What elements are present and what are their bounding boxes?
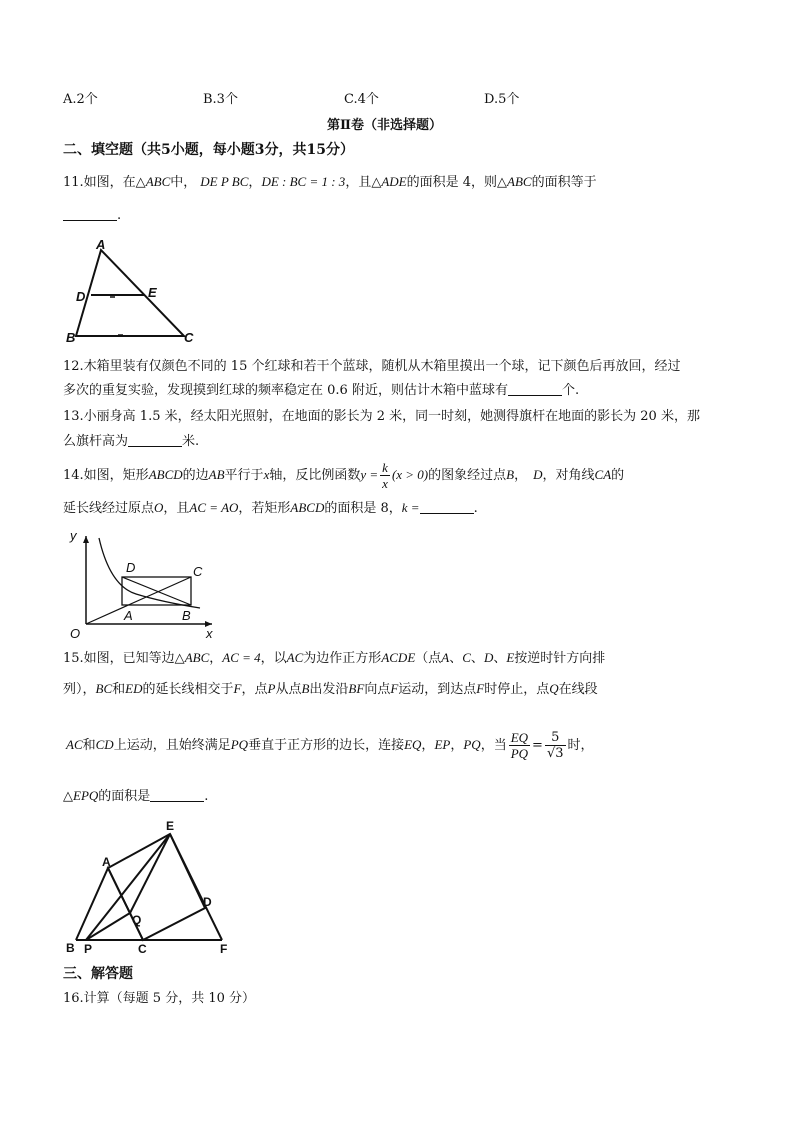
answer-blank — [420, 499, 474, 514]
hyperbola-curve — [99, 538, 200, 608]
section2-heading: 二、填空题（共5小题，每小题3分，共15分） — [63, 142, 354, 158]
line-ef — [170, 834, 222, 940]
q12-line2: 多次的重复实验，发现摸到红球的频率稳定在 0.6 附近，则估计木箱中蓝球有 个. — [63, 383, 580, 398]
triangle-abc — [76, 250, 184, 336]
label-y: y — [70, 528, 77, 543]
fraction-eq-over-pq: $\frac{EQ}{PQ}$ — [510, 730, 529, 761]
q11-line1: 11.如图，在△ABC中， DE P BC，DE : BC = 1 : 3，且△ADE的面积是 4，则△ABC的面积等于 — [63, 174, 597, 190]
q15-line4: △EPQ的面积是 . — [63, 788, 209, 804]
q13-line2: 么旗杆高为 米. — [63, 434, 200, 449]
fraction-k-over-x: $\frac{k}{x}$ — [382, 460, 388, 491]
label-x: x — [206, 626, 213, 641]
label-f: F — [220, 942, 228, 956]
label-d: D — [126, 560, 136, 575]
part2-title: 第Ⅱ卷（非选择题） — [327, 118, 442, 133]
q15-line1: 15.如图，已知等边△ABC，AC = 4，以AC为边作正方形ACDE（点A、C、D、E按逆时针方向排 — [63, 650, 606, 666]
figure-q11 — [60, 238, 210, 346]
label-c: C — [138, 942, 147, 956]
option-a: A.2个 — [63, 92, 98, 107]
option-b: B.3个 — [203, 92, 238, 107]
q14-line1: 14.如图，矩形ABCD的边AB平行于x轴，反比例函数y = $\frac{k}{x}$ (x > 0)的图象经过点B， D，对角线CA的 — [63, 460, 625, 491]
figure-q15 — [62, 816, 242, 958]
label-b: B — [66, 330, 76, 345]
q11-line2: . — [63, 206, 121, 226]
q13-line1: 13.小丽身高 1.5 米，经太阳光照射，在地面的影长为 2 米，同一时刻，她测得旗杆在地面的影长为 20 米，那 — [63, 409, 700, 424]
label-o: O — [70, 626, 81, 641]
section3-heading: 三、解答题 — [63, 966, 133, 982]
option-c: C.4个 — [344, 92, 379, 107]
figure-q14 — [62, 524, 232, 642]
label-d: D — [203, 895, 212, 909]
fraction-5-over-sqrt3: $\frac{5}{√3}$ — [546, 730, 564, 761]
label-p: P — [84, 942, 93, 956]
q14-line2: 延长线经过原点O，且AC = AO，若矩形ABCD的面积是 8，k = . — [63, 500, 478, 516]
label-a: A — [102, 855, 111, 869]
label-b: B — [182, 608, 191, 623]
segment-pq — [86, 913, 130, 940]
answer-blank — [128, 432, 182, 447]
label-e: E — [148, 285, 157, 300]
q15-line2: 列），BC和ED的延长线相交于F，点P从点B出发沿BF向点F运动，到达点F时停止，点Q在线段 — [63, 681, 598, 697]
label-a: A — [124, 608, 133, 623]
label-c: C — [193, 564, 203, 579]
label-q: Q — [132, 913, 142, 927]
triangle-abc — [76, 868, 143, 940]
q15-line3: AC和CD上运动，且始终满足PQ垂直于正方形的边长，连接EQ，EP，PQ，当 $\frac{EQ}{PQ}$ = $\frac{5}{√3}$ 时， — [66, 730, 594, 761]
q16: 16.计算（每题 5 分，共 10 分） — [63, 991, 256, 1006]
label-b: B — [66, 941, 75, 955]
answer-blank — [508, 381, 562, 396]
option-d: D.5个 — [484, 92, 520, 107]
answer-blank — [150, 787, 204, 802]
answer-blank — [63, 206, 117, 221]
label-d: D — [76, 289, 86, 304]
q12-line1: 12.木箱里装有仅颜色不同的 15 个红球和若干个蓝球，随机从木箱里摸出一个球，记下颜色后再放回，经过 — [63, 359, 681, 374]
label-a: A — [96, 238, 106, 252]
label-e: E — [166, 819, 175, 833]
label-c: C — [184, 330, 194, 345]
